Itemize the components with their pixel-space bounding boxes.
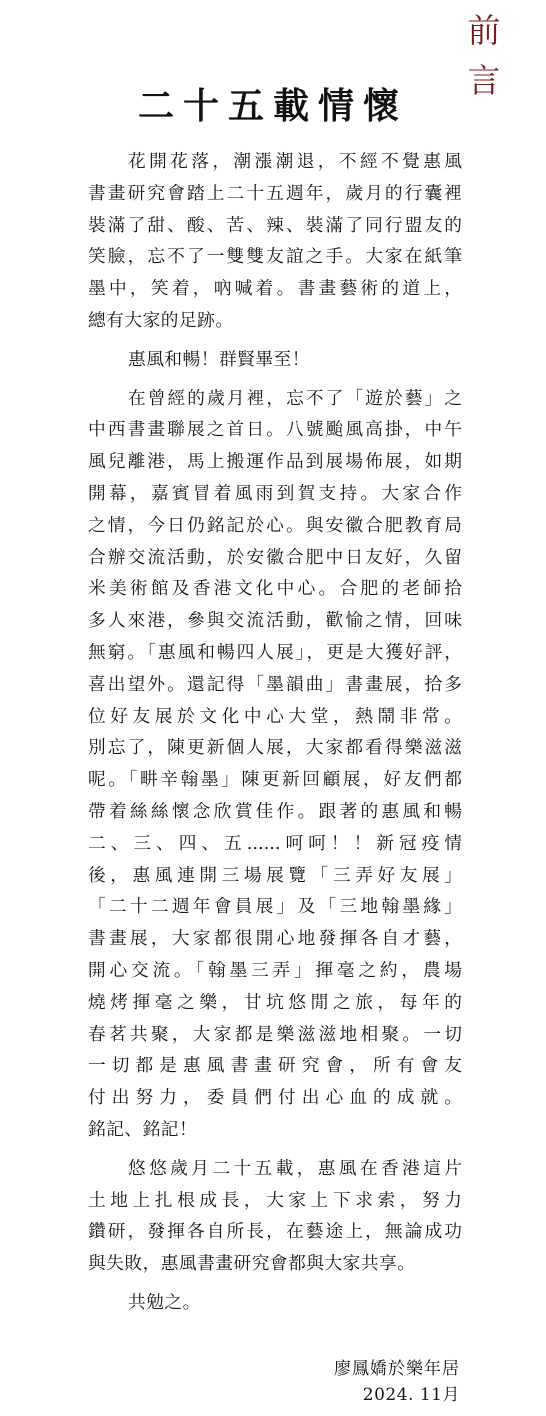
text-line: 花開花落，潮漲潮退，不經不覺惠風	[128, 152, 462, 172]
text-line: 喜出望外。還記得「墨韻曲」書畫展，拾多	[88, 674, 462, 695]
text-line: 書畫研究會踏上二十五週年，歲月的行囊裡	[88, 183, 462, 204]
text-line: 悠悠歲月二十五載，惠風在香港這片	[128, 1158, 462, 1179]
article-body	[88, 147, 462, 1327]
text-line: 位好友展於文化中心大堂，熱鬧非常。	[88, 706, 462, 727]
text-line: 之情，今日仍銘記於心。與安徽合肥教育局	[88, 515, 462, 536]
text-line: 「二十二週年會員展」及「三地翰墨緣」	[88, 897, 462, 918]
text-line: 總有大家的足跡。	[88, 310, 234, 331]
signature-date: 2024. 11月	[362, 1385, 460, 1405]
text-line: 春茗共聚，大家都是樂滋滋地相聚。一切	[88, 1024, 462, 1045]
text-line: 在曾經的歲月裡，忘不了「遊於藝」之	[128, 388, 462, 409]
paragraph	[88, 1154, 462, 1281]
paragraph	[88, 384, 462, 1147]
text-line: 笑臉，忘不了一雙雙友誼之手。大家在紙筆	[88, 247, 462, 268]
text-line: 中西書畫聯展之首日。八號颱風高掛，中午	[88, 420, 462, 441]
author-signature: 廖鳳嬌於樂年居	[334, 1359, 460, 1379]
text-line: 米美術館及香港文化中心。合肥的老師拾	[88, 579, 462, 600]
paragraph	[88, 345, 462, 377]
text-line: 付出努力，委員們付出心血的成就。	[88, 1088, 462, 1109]
text-line: 書畫展，大家都很開心地發揮各自才藝，	[88, 929, 462, 950]
text-line: 土地上扎根成長，大家上下求索，努力	[88, 1190, 462, 1211]
text-line: 開幕，嘉賓冒着風雨到賀支持。大家合作	[88, 483, 462, 504]
text-line: 多人來港，參與交流活動，歡愉之情，回味	[88, 611, 462, 632]
text-line: 開心交流。「翰墨三弄」揮毫之約，農場	[88, 960, 462, 981]
text-line: 合辦交流活動，於安徽合肥中日友好，久留	[88, 547, 462, 568]
signature-block	[334, 1356, 460, 1408]
page-title: 二十五載情懷	[137, 86, 408, 127]
paragraph	[88, 147, 462, 338]
paragraph	[88, 1288, 462, 1320]
section-mark-char: 言	[467, 61, 501, 100]
text-line: 裝滿了甜、酸、苦、辣、裝滿了同行盟友的	[88, 215, 462, 236]
text-line: 一切都是惠風書畫研究會，所有會友	[88, 1056, 462, 1077]
text-line: 共勉之。	[128, 1292, 201, 1313]
text-line: 二、三、四、五......呵呵！！新冠疫情	[88, 833, 462, 854]
text-line: 別忘了，陳更新個人展，大家都看得樂滋滋	[88, 738, 462, 759]
text-line: 帶着絲絲懷念欣賞佳作。跟著的惠風和暢	[88, 801, 462, 822]
text-line: 鑽研，發揮各自所長，在藝途上，無論成功	[88, 1222, 462, 1243]
text-line: 無窮。「惠風和暢四人展」，更是大獲好評，	[88, 642, 462, 663]
text-line: 風兒離港，馬上搬運作品到展場佈展，如期	[88, 452, 462, 473]
text-line: 與失敗，惠風書畫研究會都與大家共享。	[88, 1254, 416, 1275]
text-line: 燒烤揮毫之樂，甘坑悠閒之旅，每年的	[88, 992, 462, 1013]
text-line: 惠風和暢！群賢畢至！	[128, 349, 310, 370]
text-line: 呢。「畊辛翰墨」陳更新回顧展，好友們都	[88, 770, 462, 791]
text-line: 後，惠風連開三場展覽「三弄好友展」	[88, 865, 462, 886]
text-line: 銘記、銘記！	[88, 1119, 198, 1140]
text-line: 墨中，笑着，吶喊着。書畫藝術的道上，	[88, 279, 462, 300]
section-mark-char: 前	[467, 11, 501, 50]
